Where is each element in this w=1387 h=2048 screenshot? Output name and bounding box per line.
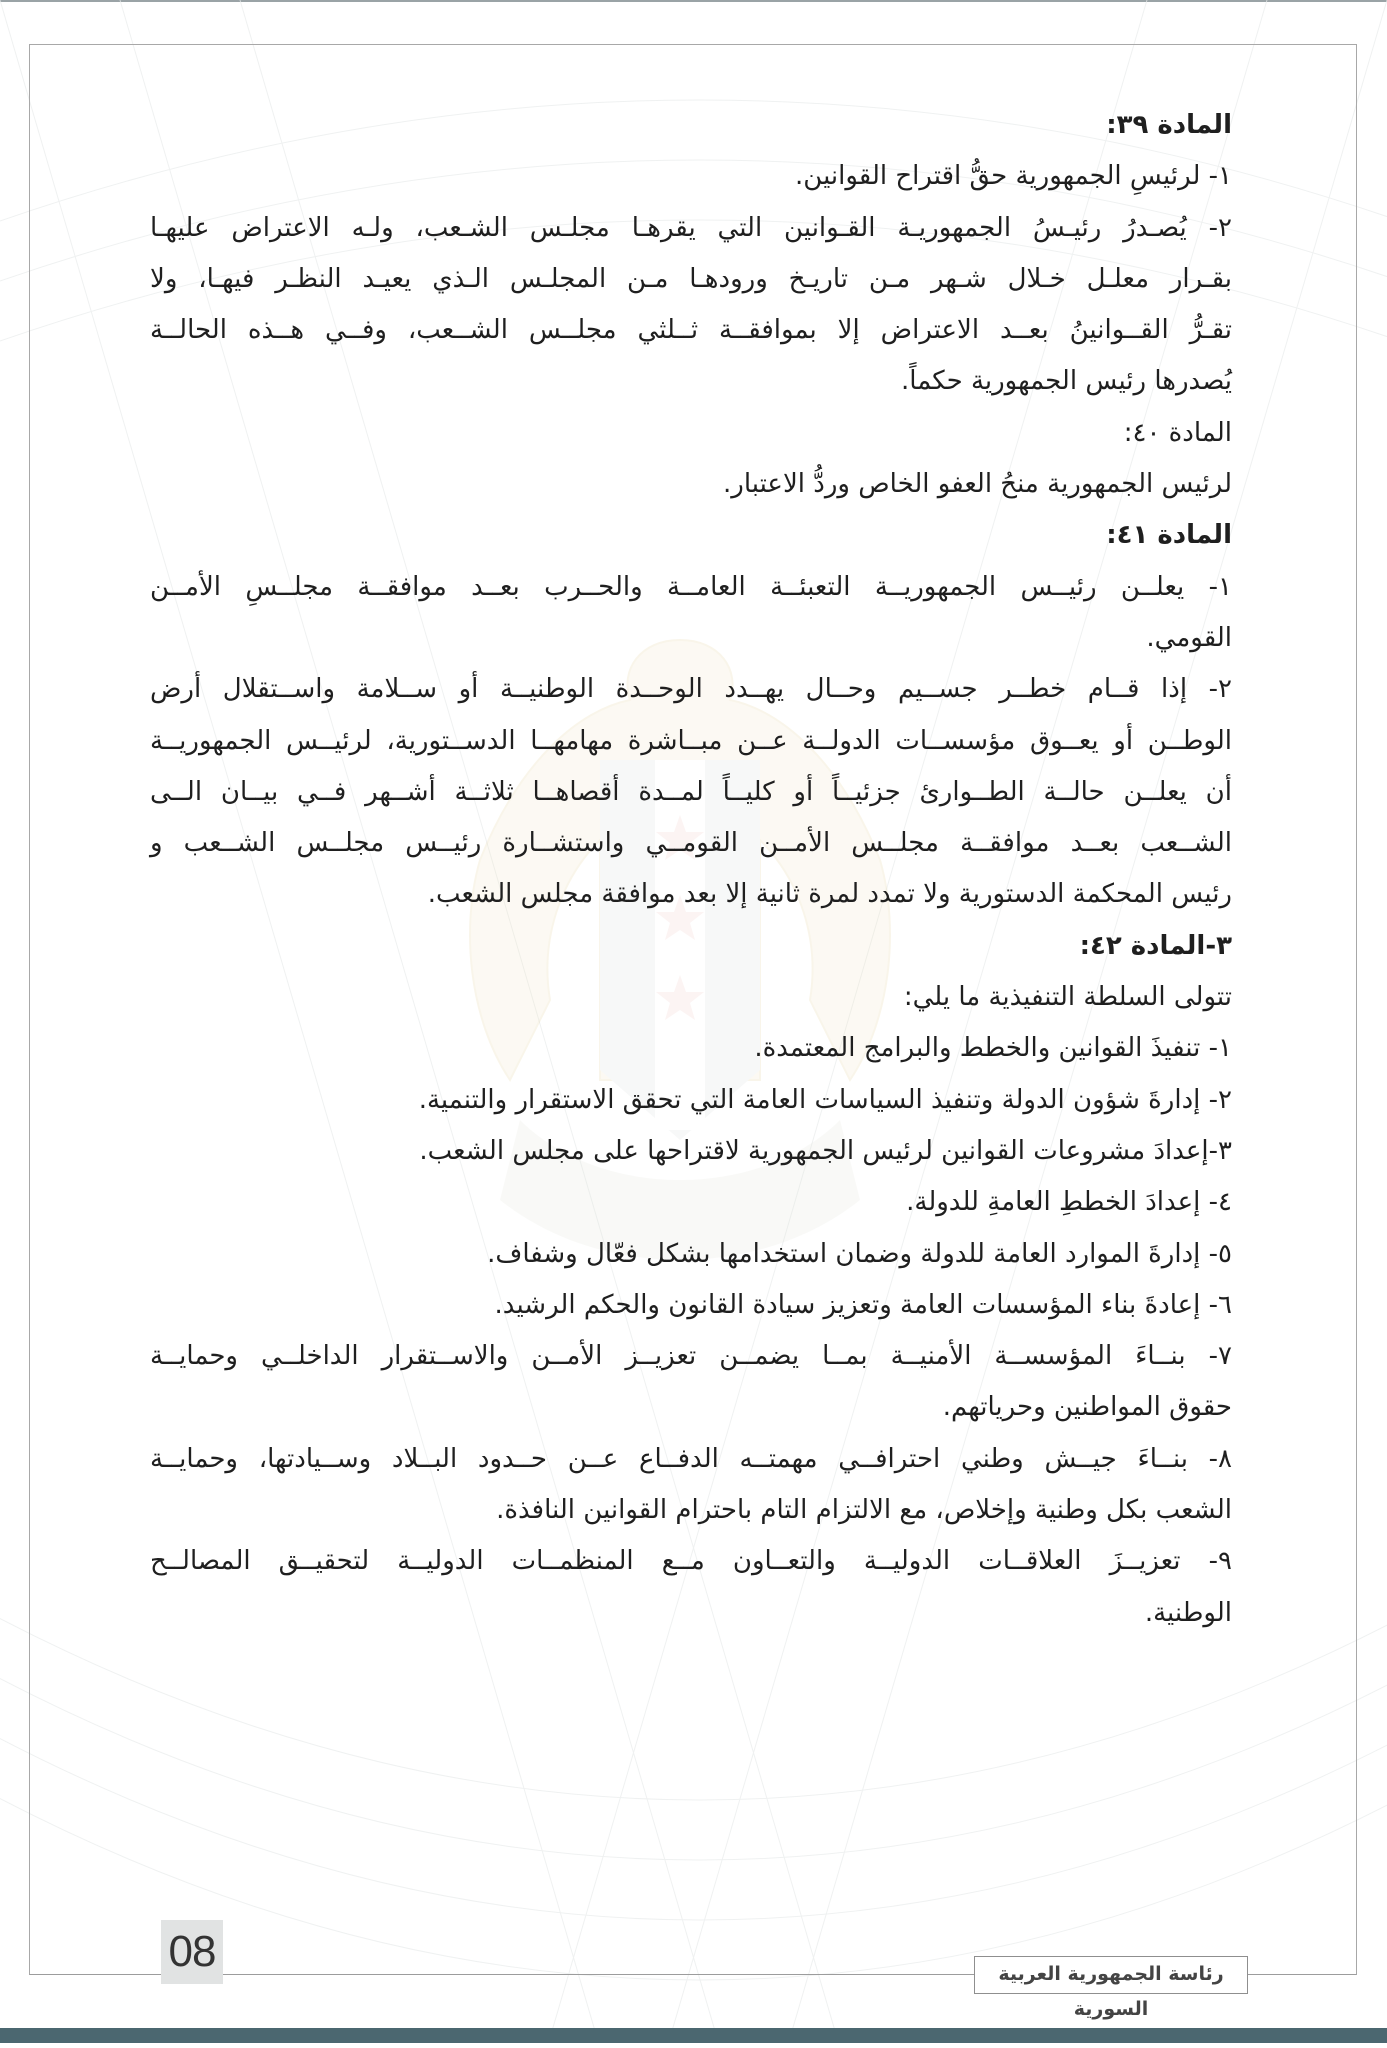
article-41-line: القومي.	[1146, 622, 1232, 653]
article-41-line: الوطــن أو يعــوق مؤسســات الدولــة عــن مبــاشرة مهامهــا الدســتورية، لرئيــس الجمهوريــة	[150, 725, 1232, 756]
article-41-line: ٢- إذا قــام خطــر جســيم وحــال يهــدد الوحــدة الوطنيــة أو ســلامة واســتقلال أرض	[150, 674, 1232, 705]
article-42-line: ٦- إعادةَ بناء المؤسسات العامة وتعزيز سيادة القانون والحكم الرشيد.	[494, 1289, 1232, 1320]
article-39-line: يُصدرها رئيس الجمهورية حكماً.	[901, 366, 1232, 397]
article-41-line: أن يعلــن حالــة الطــوارئ جزئيــاً أو كليــاً لمــدة أقصاهــا ثلاثــة أشــهر فــي بيــان الــى	[150, 776, 1232, 807]
article-42-line: ٤- إعدادَ الخططِ العامةِ للدولة.	[906, 1187, 1232, 1218]
article-42-line: ٢- إدارةَ شؤون الدولة وتنفيذ السياسات العامة التي تحقق الاستقرار والتنمية.	[418, 1084, 1232, 1115]
article-42-line: تتولى السلطة التنفيذية ما يلي:	[903, 982, 1232, 1013]
article-42-line: ١- تنفيذَ القوانين والخطط والبرامج المعتمدة.	[754, 1033, 1232, 1064]
page-number: 08	[161, 1920, 223, 1984]
article-39-line: تقـرُّ القــوانينُ بعــد الاعتراض إلا بموافقــة ثــلثي مجلــس الشــعب، وفــي هــذه الحالــة	[150, 315, 1232, 346]
article-41-heading: المادة ٤١:	[1106, 520, 1232, 551]
article-40-heading: المادة ٤٠:	[1123, 417, 1232, 448]
article-42-line: ٥- إدارةَ الموارد العامة للدولة وضمان استخدامها بشكل فعّال وشفاف.	[487, 1238, 1232, 1269]
article-40-line: لرئيس الجمهورية منحُ العفو الخاص وردُّ الاعتبار.	[723, 469, 1232, 500]
article-42-heading: ٣-المادة ٤٢:	[1079, 930, 1232, 961]
article-42-line: ٣-إعدادَ مشروعات القوانين لرئيس الجمهورية لاقتراحها على مجلس الشعب.	[419, 1135, 1232, 1166]
article-41-line: رئيس المحكمة الدستورية ولا تمدد لمرة ثانية إلا بعد موافقة مجلس الشعب.	[427, 879, 1232, 910]
bottom-band	[0, 2028, 1387, 2043]
article-41-line: الشــعب بعــد موافقــة مجلــس الأمــن القومــي واستشــارة رئيــس مجلــس الشــعب و	[150, 828, 1232, 859]
article-39-line: ٢- يُصـدرُ رئيـسُ الجمهوريـة القـوانين التي يقرهـا مجلـس الشـعب، ولـه الاعتراض عليهـا	[150, 212, 1232, 243]
article-39-line: ١- لرئيسِ الجمهورية حقُّ اقتراح القوانين.	[795, 161, 1232, 192]
article-42-line: الوطنية.	[1144, 1597, 1232, 1628]
article-41-line: ١- يعلــن رئيــس الجمهوريــة التعبئــة العامــة والحــرب بعــد موافقــة مجلــسِ الأمــن	[150, 571, 1232, 602]
article-42-line: ٨- بنــاءَ جيــش وطني احترافــي مهمتــه الدفــاع عــن حــدود البــلاد وســيادتها، وحمايــة	[150, 1443, 1232, 1474]
article-42-line: ٩- تعزيــزَ العلاقــات الدوليــة والتعــاون مــع المنظمــات الدوليــة لتحقيــق المصالــح	[150, 1546, 1232, 1577]
issuer-label: رئاسة الجمهورية العربية السورية	[974, 1956, 1248, 1994]
article-42-line: حقوق المواطنين وحرياتهم.	[942, 1392, 1232, 1423]
article-42-line: الشعب بكل وطنية وإخلاص، مع الالتزام التام باحترام القوانين النافذة.	[496, 1495, 1232, 1526]
document-body	[150, 100, 1232, 1639]
article-39-heading: المادة ٣٩:	[1106, 110, 1232, 140]
article-39-line: بقـرار معلـل خـلال شـهر مـن تاريـخ ورودهـا مـن المجلـس الـذي يعيـد النظـر فيهـا، ولا	[150, 263, 1232, 294]
bottom-edge	[0, 2043, 1387, 2048]
article-42-line: ٧- بنــاءَ المؤسســة الأمنيــة بمــا يضمــن تعزيــز الأمــن والاســتقرار الداخلــي وحمايــة	[150, 1341, 1232, 1372]
